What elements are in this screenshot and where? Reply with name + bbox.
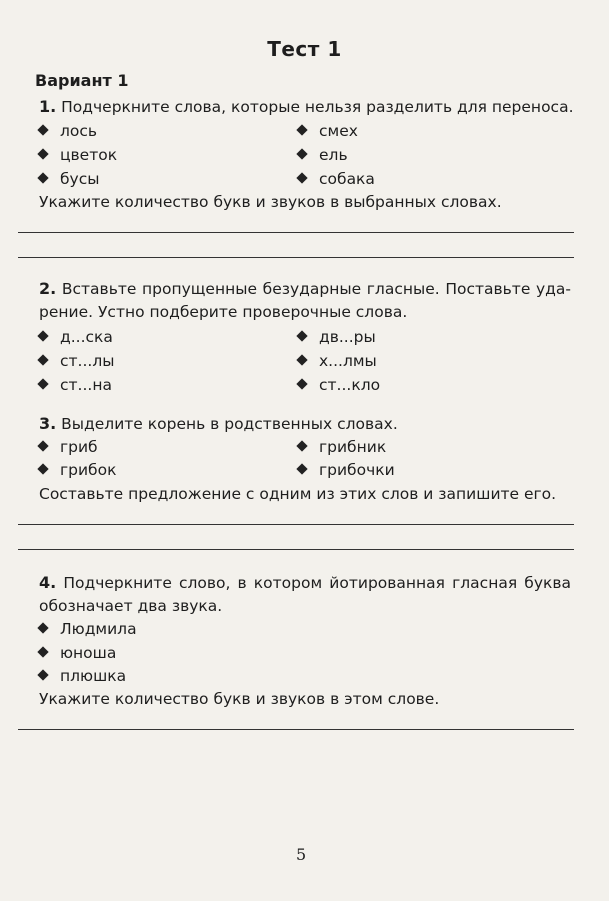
diamond-bullet-icon — [296, 330, 307, 341]
q4-prompt-line1 — [39, 573, 571, 592]
answer-line[interactable] — [18, 232, 574, 233]
q1-option: бусы — [39, 170, 100, 188]
q4-task: Укажите количество букв и звуков в этом слове. — [39, 690, 440, 708]
q2-option: дв...ры — [298, 328, 376, 346]
diamond-bullet-icon — [37, 172, 48, 183]
q3-option: гриб — [39, 438, 98, 456]
q3-number: 3. — [39, 414, 57, 433]
q1-number: 1. — [39, 97, 57, 116]
diamond-bullet-icon — [296, 124, 307, 135]
q1-option: цветок — [39, 146, 117, 164]
answer-line[interactable] — [18, 257, 574, 258]
diamond-bullet-icon — [37, 646, 48, 657]
q2-option: ст...на — [39, 376, 112, 394]
q1-option: собака — [298, 170, 375, 188]
diamond-bullet-icon — [296, 463, 307, 474]
q3-option: грибник — [298, 438, 386, 456]
diamond-bullet-icon — [296, 172, 307, 183]
q1-task: Укажите количество букв и звуков в выбранных словах. — [39, 193, 502, 211]
q2-text-line1: Вставьте пропущенные безударные гласные. Поставьте уда- — [61, 280, 571, 298]
q3-option: грибок — [39, 461, 116, 479]
q1-option: лось — [39, 122, 97, 140]
diamond-bullet-icon — [37, 378, 48, 389]
diamond-bullet-icon — [37, 440, 48, 451]
q3-prompt — [39, 414, 398, 433]
q1-option: смех — [298, 122, 358, 140]
diamond-bullet-icon — [296, 378, 307, 389]
diamond-bullet-icon — [37, 669, 48, 680]
answer-line[interactable] — [18, 729, 574, 730]
diamond-bullet-icon — [296, 354, 307, 365]
q1-option: ель — [298, 146, 348, 164]
q3-task: Составьте предложение с одним из этих слов и запишите его. — [39, 485, 557, 503]
q4-text-line2: обозначает два звука. — [39, 597, 223, 615]
diamond-bullet-icon — [37, 622, 48, 633]
diamond-bullet-icon — [37, 148, 48, 159]
answer-line[interactable] — [18, 549, 574, 550]
variant-heading: Вариант 1 — [35, 71, 129, 90]
diamond-bullet-icon — [296, 440, 307, 451]
q2-text-line2: рение. Устно подберите проверочные слова. — [39, 303, 408, 321]
page-number: 5 — [296, 845, 307, 864]
q2-option: ст...кло — [298, 376, 380, 394]
q3-text: Выделите корень в родственных словах. — [61, 415, 398, 433]
q4-number: 4. — [39, 573, 57, 592]
q1-text: Подчеркните слова, которые нельзя разделить для переноса. — [61, 98, 574, 116]
test-title: Тест 1 — [267, 37, 342, 61]
q2-option: ст...лы — [39, 352, 114, 370]
diamond-bullet-icon — [37, 354, 48, 365]
q3-option: грибочки — [298, 461, 395, 479]
diamond-bullet-icon — [37, 463, 48, 474]
q2-option: д...ска — [39, 328, 113, 346]
q4-text-line1: Подчеркните слово, в котором йотированная гласная буква — [63, 574, 571, 592]
answer-line[interactable] — [18, 524, 574, 525]
q2-option: х...лмы — [298, 352, 377, 370]
q2-number: 2. — [39, 279, 57, 298]
q1-prompt — [39, 97, 574, 116]
diamond-bullet-icon — [37, 330, 48, 341]
diamond-bullet-icon — [37, 124, 48, 135]
q2-prompt-line1 — [39, 279, 571, 298]
q4-option: юноша — [39, 644, 116, 662]
q4-option: плюшка — [39, 667, 126, 685]
q4-option: Людмила — [39, 620, 137, 638]
diamond-bullet-icon — [296, 148, 307, 159]
